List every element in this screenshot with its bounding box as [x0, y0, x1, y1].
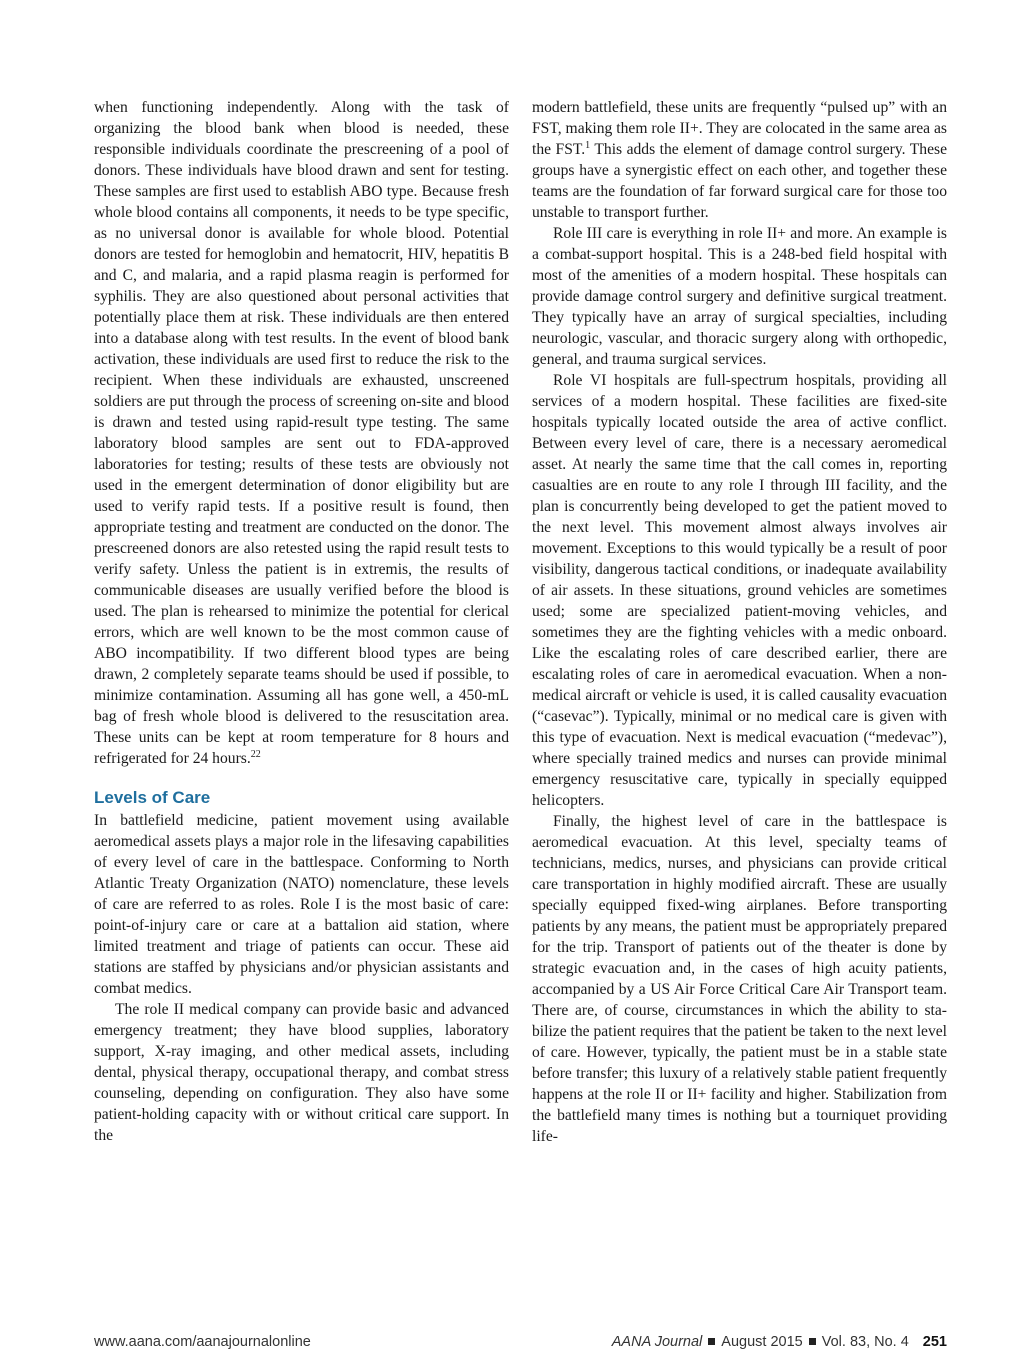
body-paragraph: Role VI hospitals are full-spectrum hospitals, providing all services of a modern hospital. These facilities are fixed-site hospitals typically located outside the area of active conflict. Between every level of care, there is a necessary aeromedical asset. At nearly the same time that the call comes in, reporting casualties are en route to any role I through III facility, and the plan is concurrently being developed to get the patient moved to the next level. This movement almost always involves air movement. Exceptions to this would typically be a result of poor visibility, dangerous tactical conditions, or inadequate availability of air assets. In these situations, ground vehicles are sometimes used; some are specialized patient-moving vehicles, and sometimes they are the fighting vehicles with a medic onboard. Like the escalating roles of care described earlier, there are escalating roles of care in aeromedical evacuation. When a nonmedical aircraft or vehicle is used, it is called causality evacuation (“casevac”). Typically, minimal or no medical care is given with this type of evacuation. Next is medical evacuation (“medevac”), where specially trained medics and nurses can provide minimal emergency resuscitative care, typically in specially equipped helicopters. — [532, 372, 947, 809]
right-column — [532, 97, 947, 1147]
journal-url-link[interactable]: www.aana.com/aanajournalonline — [94, 1334, 311, 1350]
square-bullet-icon — [809, 1338, 816, 1345]
body-paragraph: The role II medical company can provide basic and advanced emergency treatment; they have blood supplies, laboratory support, X-ray imaging, and other medical assets, including dental, physical therapy, occupational therapy, and combat stress counseling, depending on configuration. They also have some patient-holding capacity with or without critical care support. In the — [94, 1001, 509, 1144]
paragraph-text: This adds the element of damage control surgery. These groups have a synergistic effect on each other, and together these teams are the foundation of far forward surgical care for those too unstable to transport further. — [532, 141, 947, 221]
body-paragraph: Role III care is everything in role II+ and more. An example is a combat-support hospital. This is a 248-bed field hospital with most of the amenities of a modern hospital. These hospitals can provide damage control surgery and definitive surgical treatment. They typically have an array of surgical specialties, including neurologic, vascular, and thoracic surgery along with orthopedic, general, and trauma surgical services. — [532, 225, 947, 368]
body-paragraph — [94, 97, 509, 769]
citation-ref: 22 — [250, 748, 261, 760]
page-number: 251 — [922, 1334, 947, 1350]
left-column — [94, 97, 509, 1146]
page-footer — [94, 1334, 947, 1356]
journal-name: AANA Journal — [611, 1334, 703, 1350]
citation-ref: 1 — [585, 139, 591, 151]
paragraph-text: modern battlefield, these units are frequently “pulsed up” with an FST, making them role II+. They are colocated in the same area as the FST. — [532, 99, 947, 158]
volume-issue: Vol. 83, No. 4 — [821, 1334, 909, 1350]
square-bullet-icon — [708, 1338, 715, 1345]
body-paragraph: In battlefield medicine, patient movement using available aeromedical assets plays a major role in the lifesaving capabilities of every level of care in the battlespace. Conforming to North Atlantic Treaty Organization (NATO) nomenclature, these levels of care are referred to as roles. Role I is the most basic of care: point-of-injury care or care at a battalion aid station, where limited treatment and triage of patients can occur. These aid stations are staffed by physicians and/or physician assistants and combat medics. — [94, 812, 509, 997]
issue-date: August 2015 — [721, 1334, 803, 1350]
journal-citation — [612, 1334, 947, 1350]
section-heading: Levels of Care — [94, 788, 211, 807]
paragraph-text: when functioning independently. Along with the task of organizing the blood bank when blood is needed, these responsible individuals coordinate the prescreening of a pool of donors. These individuals have blood drawn and sent for testing. These samples are first used to establish ABO type. Because fresh whole blood contains all components, it needs to be type specific, as no universal donor is available for whole blood. Potential donors are tested for hemoglobin and hematocrit, HIV, hepatitis B and C, and malaria, and a rapid plasma reagin is performed for syphilis. They are also questioned about personal activities that potentially place them at risk. These individuals are then entered into a database along with test results. In the event of blood bank activation, these individuals are used first to reduce the risk to the recipient. When these individuals are exhausted, unscreened soldiers are put through the process of screening on-site and blood is drawn and tested using rapid-result type testing. The same laboratory blood samples are sent out to FDA-approved laboratories for testing; results of these tests are obviously not used in the emergent determination of donor eligibility but are used to verify rapid tests. If a positive result is found, then appropriate testing and treatment are conducted on the donor. The prescreened donors are also retested using the rapid result tests to verify safety. Unless the patient is in extremis, the results of communicable diseases are usually verified before the blood is used. The plan is rehearsed to minimize the potential for clerical errors, which are well known to be the most common cause of ABO incompatibility. If two different blood types are being drawn, 2 completely separate teams should be used if possible, to minimize contamination. Assuming all has gone well, a 450-mL bag of fresh whole blood is delivered to the resuscitation area. These units can be kept at room temperature for 8 hours and refrigerated for 24 hours. — [94, 99, 509, 767]
body-paragraph — [532, 97, 947, 223]
body-paragraph: Finally, the highest level of care in the battlespace is aeromedical evacuation. At this level, specialty teams of technicians, medics, nurses, and physicians can provide critical care transportation in highly modified aircraft. These are usually specially equipped fixed-wing airplanes. Before transporting patients by any means, the patient must be appropriately prepared for the trip. Transport of patients out of the theater is done by strategic evacuation and, in the cases of high acuity patients, accompanied by a US Air Force Critical Care Air Transport team. There are, of course, circumstances in which the ability to stabilize the patient requires that the patient be taken to the next level of care. However, typically, the patient must be in a stable state before transfer; this luxury of a relatively stable patient frequently happens at the role II or II+ facility and higher. Stabilization from the battlefield many times is nothing but a tourniquet providing life- — [532, 813, 947, 1145]
